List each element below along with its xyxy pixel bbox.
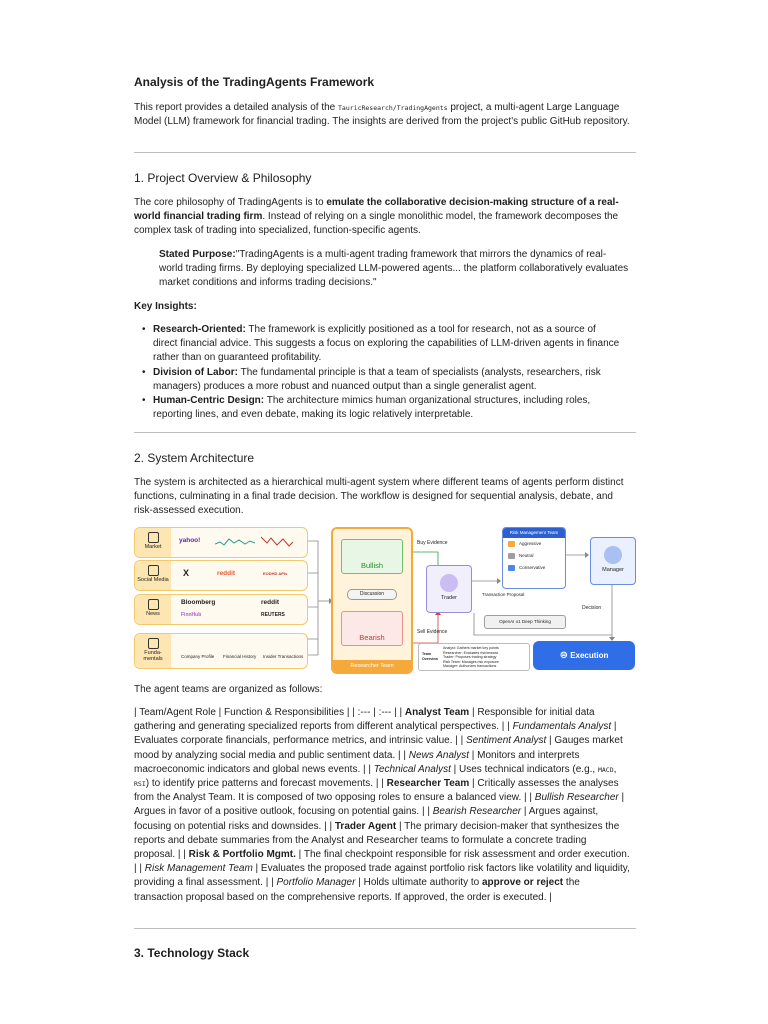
bird-icon	[148, 565, 159, 576]
researcher-team-label: Researcher Team	[333, 660, 411, 672]
finnhub-logo: FinnHub	[181, 612, 202, 618]
risk-item-conservative: Conservative	[503, 562, 565, 574]
quote-label: Stated Purpose:	[159, 249, 236, 260]
teams-table-text: | Team/Agent Role | Function & Responsibilities | | :--- | :--- | | Analyst Team | Responsible for initial data gathering and generating specialized reports from different analytical perspectives. | | Fundamentals Analyst | Evaluates corporate financials, performance metrics, and intrinsic value. | | Sentiment Analyst | Gauges market mood by analyzing social media and public sentiment data. | | News Analyst | Monitors and interprets macroeconomic indicators and global news events. | | Technical Analyst | Uses technical indicators (e.g., MACD, RSI) to identify price patterns and forecast movements. | | Researcher Team | Critically assesses the analyses from the Analyst Team. It is composed of two opposing roles to ensure a balanced view. | | Bullish Researcher | Argues in favor of a positive outlook, focusing on potential gains. | | Bearish Researcher | Argues against, focusing on potential risks and downsides. | | Trader Agent | The primary decision-maker that synthesizes the reports and debate summaries from the Analyst and Researcher teams to formulate a concrete trading proposal. | | Risk & Portfolio Mgmt. | The final checkpoint responsible for risk assessment and order execution. | | Risk Management Team | Evaluates the proposed trade against portfolio risk factors like volatility and liquidity, providing a final assessment. | | Portfolio Manager | Holds ultimate authority to approve or reject the transaction proposal based on the comprehensive reports. If approved, the order is executed. |	[134, 707, 630, 903]
source-row-market	[134, 527, 308, 558]
key-insights-list	[142, 323, 622, 422]
source-row-fundamentals	[134, 633, 308, 669]
trader-avatar-icon	[440, 574, 458, 592]
transaction-proposal-label: Transaction Proposal	[482, 592, 525, 597]
teams-intro: The agent teams are organized as follows:	[134, 684, 323, 695]
source-label: Funda-mentals	[143, 650, 163, 662]
bar-chart-icon	[148, 638, 159, 649]
bloomberg-logo: Bloomberg	[181, 599, 216, 606]
market-icon	[148, 532, 159, 543]
financial-history-label: Financial History	[223, 654, 257, 659]
source-label: News	[146, 611, 160, 617]
risk-item-aggressive: Aggressive	[503, 538, 565, 550]
company-profile-label: Company Profile	[181, 654, 215, 659]
philosophy-paragraph	[134, 196, 634, 239]
repo-name-code: TauricResearch/TradingAgents	[338, 104, 448, 112]
x-logo: X	[183, 568, 190, 578]
buy-evidence-label: Buy Evidence	[417, 540, 448, 546]
openai-model-badge: OpenAI o1 Deep Thinking	[484, 615, 566, 629]
intro-text-b: project, a multi-agent Large Language Model (LLM) framework for financial trading. The insights are derived from the project's public GitHub repository.	[134, 102, 630, 128]
section-3-heading: 3. Technology Stack	[134, 946, 250, 960]
manager-avatar-icon	[604, 546, 622, 564]
risk-management-box	[502, 527, 566, 589]
bearish-box: Bearish	[341, 611, 403, 646]
yahoo-logo: yahoo!	[179, 537, 201, 544]
philosophy-text-b: . Instead of relying on a single monolithic model, the framework decomposes the complex task of trading into specialized, function-specific agents.	[134, 211, 619, 237]
source-label: Market	[144, 544, 162, 550]
candlestick-icon	[261, 534, 293, 548]
source-label: Social Media	[137, 577, 169, 583]
stated-purpose-quote	[159, 248, 629, 291]
key-insights-heading: Key Insights:	[134, 301, 197, 312]
sparkline-icon	[215, 536, 255, 548]
architecture-paragraph: The system is architected as a hierarchical multi-agent system where different teams of agents perform distinct functions, culminating in a final trade decision. The workflow is designed for sequential analysis, debate, and risk-assessed execution.	[134, 477, 624, 517]
decision-label: Decision	[582, 605, 602, 611]
insider-transactions-label: Insider Transactions	[263, 654, 304, 659]
overview-title: Team Overview	[422, 652, 438, 661]
sell-evidence-label: Sell Evidence	[417, 629, 448, 635]
divider	[134, 432, 636, 433]
section-2-heading: 2. System Architecture	[134, 451, 255, 465]
risk-item-neutral: Neutral	[503, 550, 565, 562]
source-row-news	[134, 594, 308, 625]
philosophy-emphasis: emulate the collaborative decision-making structure of a real-world financial trading firm	[134, 197, 619, 223]
reddit-logo: reddit	[261, 599, 280, 606]
team-overview-box	[418, 643, 530, 671]
quote-text: "TradingAgents is a multi-agent trading framework that mirrors the dynamics of real-world trading firms. By deploying specialized LLM-powered agents... the platform collaboratively evaluates market conditions and informs trading decisions."	[159, 249, 629, 289]
reuters-logo: REUTERS	[261, 612, 285, 618]
list-item: • Division of Labor: The fundamental principle is that a team of specialists (analysts, researchers, risk managers) produces a more robust and nuanced output than a single generalist agent.	[142, 366, 622, 394]
list-item: • Research-Oriented: The framework is explicitly positioned as a tool for research, not as a source of direct financial advice. This suggests a focus on exploring the capabilities of LLM-driven agents in finance rather than on guaranteed profitability.	[142, 323, 622, 366]
manager-box: Manager	[590, 537, 636, 585]
discussion-pill: Discussion	[347, 589, 397, 600]
document-title: Analysis of the TradingAgents Framework	[134, 75, 375, 89]
section-1-heading: 1. Project Overview & Philosophy	[134, 171, 312, 185]
philosophy-text-a: The core philosophy of TradingAgents is to	[134, 197, 327, 208]
divider	[134, 928, 636, 929]
list-item: • Human-Centric Design: The architecture mimics human organizational structures, including roles, reporting lines, and even debate, making its logic relatively interpretable.	[142, 394, 622, 422]
intro-text-a: This report provides a detailed analysis of the	[134, 102, 338, 113]
reddit-logo: reddit	[217, 570, 236, 577]
execution-box: ⊜ Execution	[533, 641, 635, 670]
trader-box: Trader	[426, 565, 472, 613]
overview-lines: Analyst: Gathers market key points Researcher: Evaluates risk/reward Trader: Proposes trading strategy Risk Team: Manages risk exposure Manager: Authorizes transactions	[443, 646, 499, 668]
bullish-box: Bullish	[341, 539, 403, 574]
risk-management-title: Risk Management Team	[503, 528, 565, 538]
eodhd-logo: EODHD APIs	[263, 571, 288, 576]
architecture-diagram	[134, 525, 636, 675]
news-icon	[148, 599, 159, 610]
researcher-team-box	[331, 527, 413, 674]
source-row-social-media	[134, 560, 308, 591]
intro-paragraph	[134, 101, 634, 129]
divider	[134, 152, 636, 153]
